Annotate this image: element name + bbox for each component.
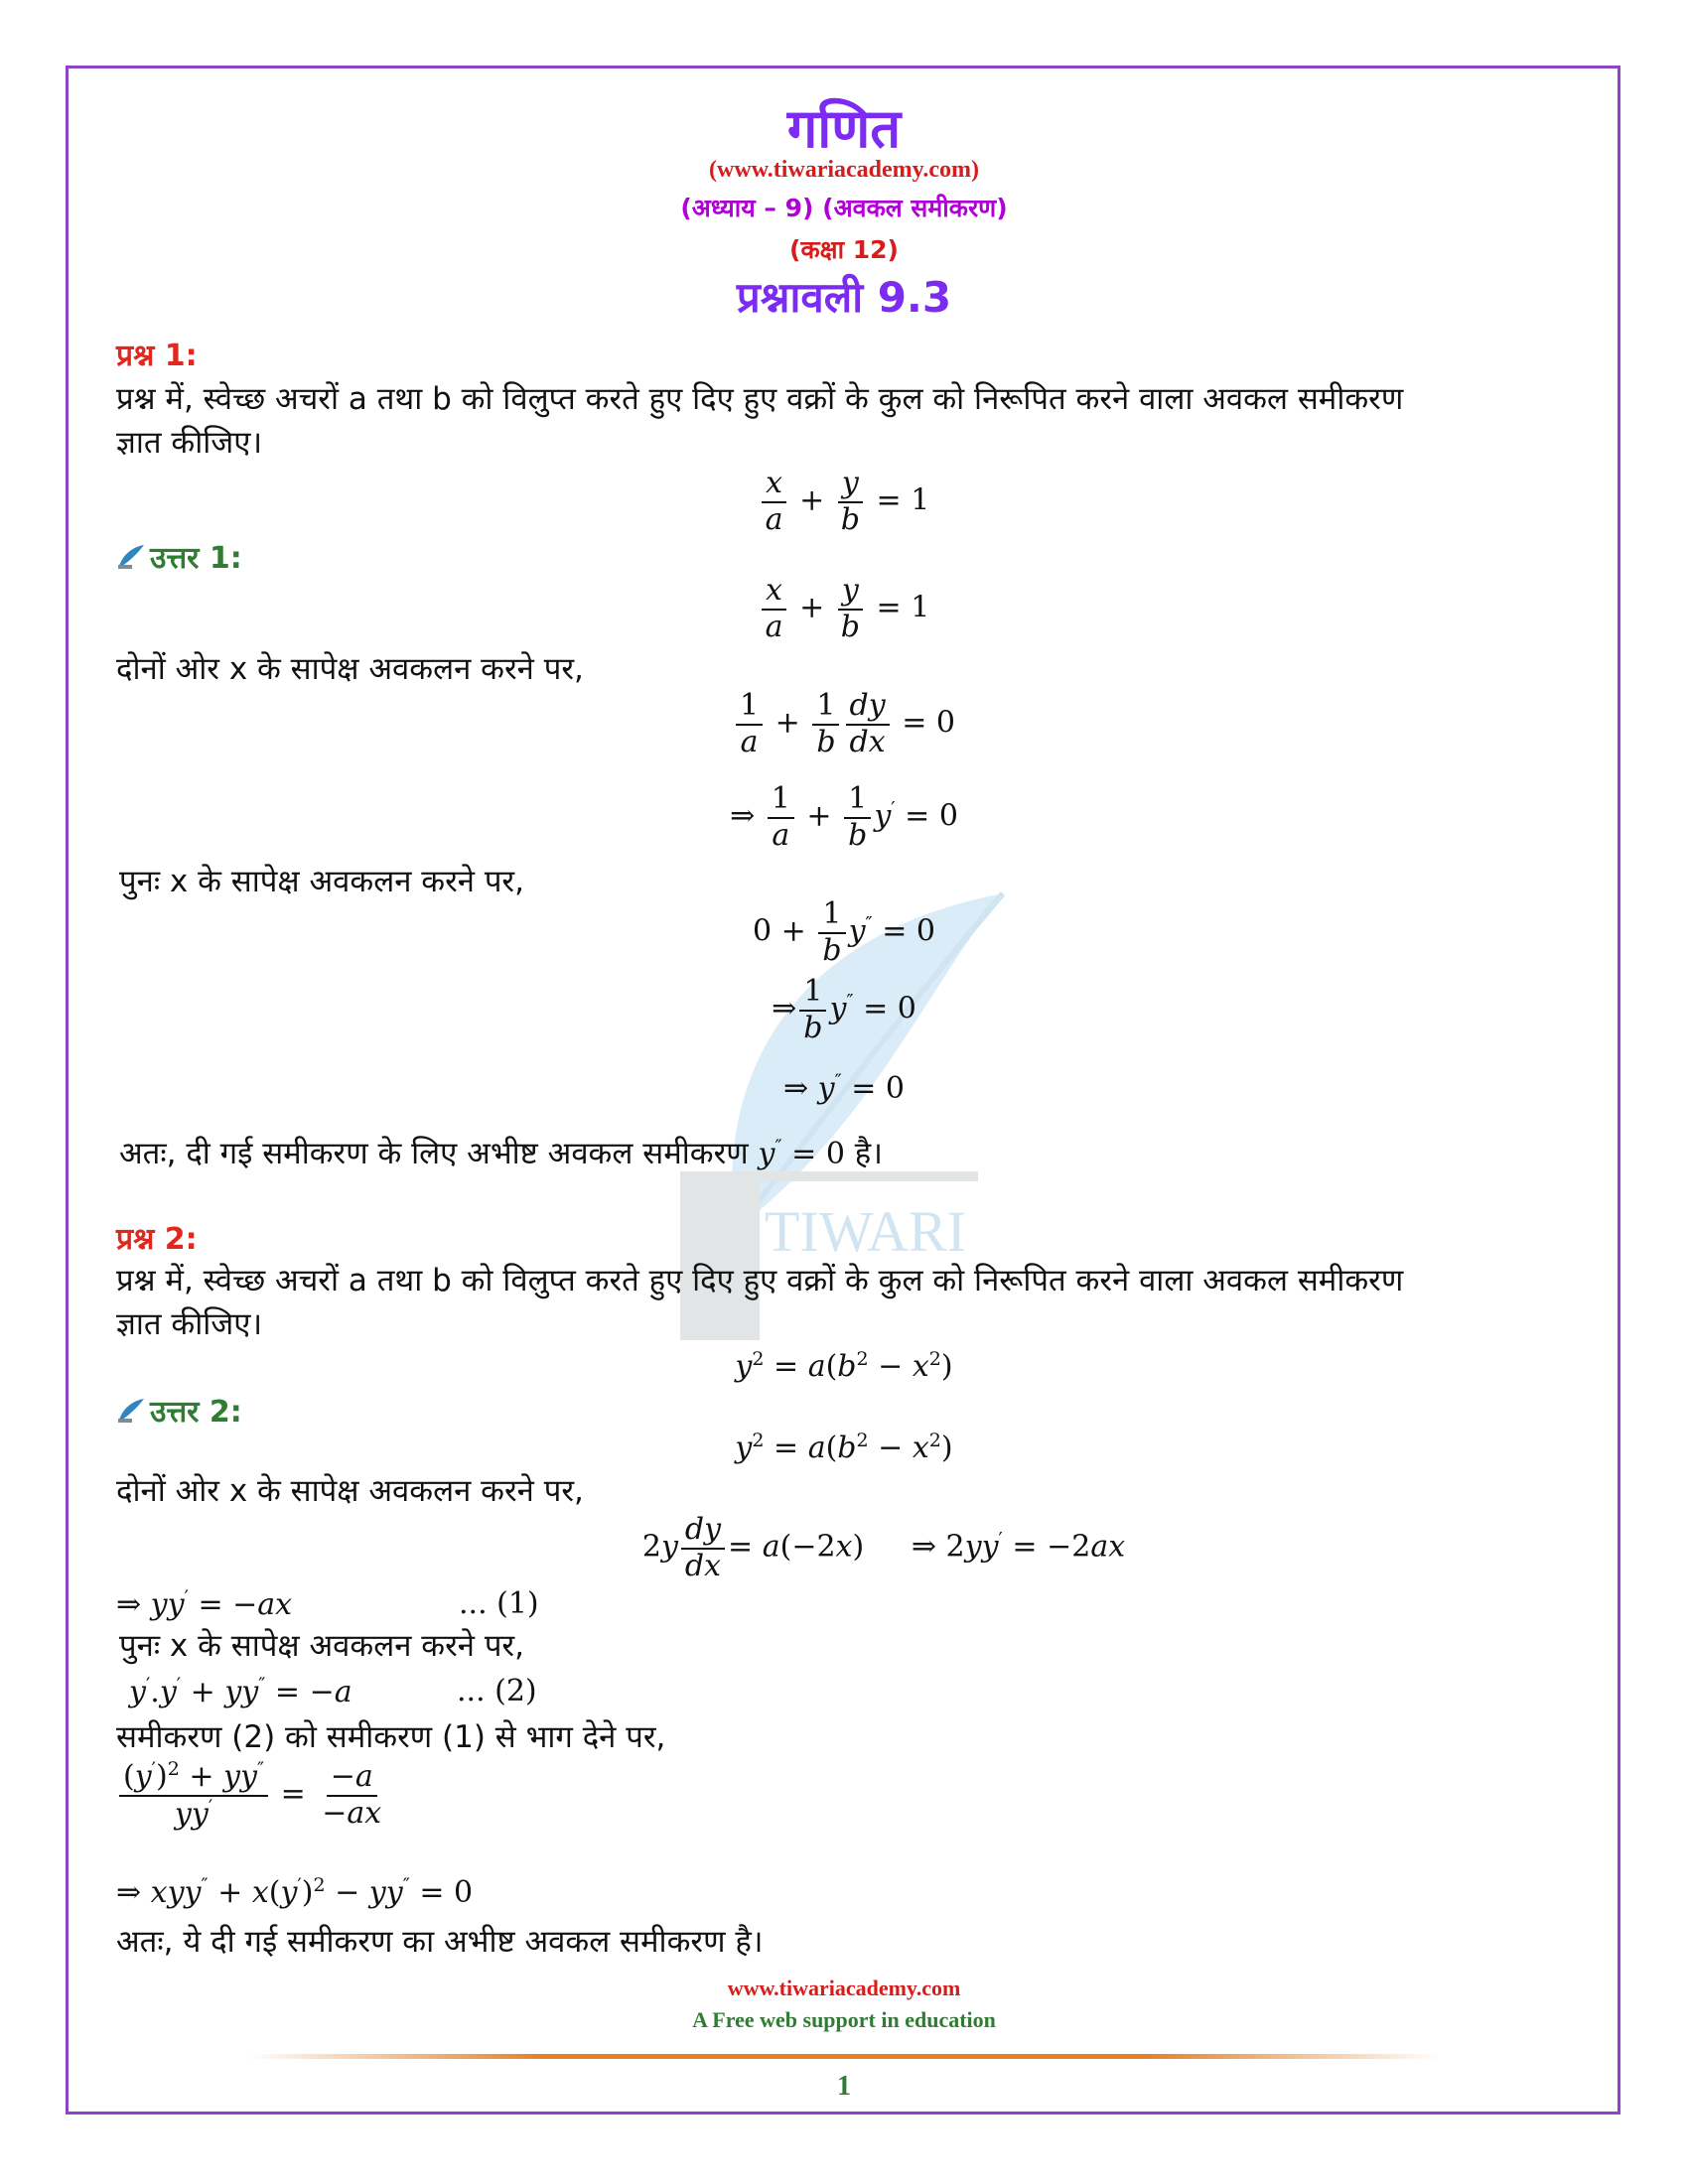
question-2-text-line2: ज्ञात कीजिए।: [116, 1306, 263, 1342]
footer-tagline: A Free web support in education: [692, 2007, 996, 2032]
answer-1-equation-4: 0 + $\frac{1}{b}$ y″ = 0: [753, 896, 935, 968]
answer-1-equation-1: $\frac{x}{a}$ + $\frac{y}{b}$ = 1: [0, 574, 1688, 644]
pen-icon: [116, 1397, 146, 1425]
answer-1-conclusion: अतः, दी गई समीकरण के लिए अभीष्ट अवकल समीकरण y″ = 0 है।: [119, 1136, 883, 1171]
question-2-text-line1: प्रश्न में, स्वेच्छ अचरों a तथा b को विलुप्त करते हुए दिए हुए वक्रों के कुल को निरूपित करने वाला अवकल समीकरण: [116, 1263, 1404, 1298]
answer-2-step-1: दोनों ओर x के सापेक्ष अवकलन करने पर,: [116, 1473, 584, 1509]
answer-1-heading-row: [116, 536, 242, 577]
answer-2-heading: उत्तर 2:: [150, 1395, 242, 1430]
answer-2-equation-3: ⇒ yy′ = −ax ... (1): [116, 1586, 539, 1622]
question-2-heading: प्रश्न 2:: [116, 1222, 198, 1257]
header-website: (www.tiwariacademy.com): [709, 157, 979, 183]
footer-website[interactable]: www.tiwariacademy.com: [727, 1976, 961, 2000]
answer-1-equation-6: ⇒ y″ = 0: [782, 1070, 906, 1106]
class-label: (कक्षा 12): [789, 235, 899, 264]
answer-2-equation-4: y′.y′ + yy″ = −a ... (2): [129, 1674, 537, 1709]
watermark-text: TIWARI: [765, 1199, 966, 1264]
answer-2-equation-6: ⇒ $xyy'' + x(y')^2 - yy'' = 0$: [116, 1874, 474, 1910]
answer-2-step-3: समीकरण (2) को समीकरण (1) से भाग देने पर,: [116, 1719, 666, 1755]
answer-2-equation-5: $\frac{(y')^2 + yy''}{yy'}$ = $\frac{-a}{-ax}$: [116, 1759, 388, 1832]
answer-1-heading: उत्तर 1:: [150, 541, 242, 576]
question-1-equation: $\frac{x}{a}$ + $\frac{y}{b}$ = 1: [0, 467, 1688, 537]
answer-2-equation-1: $y^2 = a(b^2 - x^2)$: [735, 1430, 953, 1465]
answer-2-equation-2: 2y $\frac{dy}{dx}$ = a(−2x) ⇒ 2yy′ = −2ax: [641, 1512, 1126, 1583]
question-1-text-line2: ज्ञात कीजिए।: [116, 425, 263, 461]
answer-1-conclusion-pre: अतः, दी गई समीकरण के लिए अभीष्ट अवकल समीकरण: [119, 1136, 749, 1171]
question-2-equation: $y^2 = a(b^2 - x^2)$: [735, 1348, 953, 1384]
answer-1-equation-2: $\frac{1}{a}$ + $\frac{1}{b}$ $\frac{dy}{dx}$ = 0: [0, 689, 1688, 759]
page-number: 1: [837, 2071, 851, 2102]
answer-1-equation-5: ⇒ $\frac{1}{b}$ y″ = 0: [772, 974, 916, 1045]
answer-1-step-1: दोनों ओर x के सापेक्ष अवकलन करने पर,: [116, 651, 584, 687]
equation-label-1: ... (1): [459, 1586, 539, 1621]
exercise-title: प्रश्नावली 9.3: [736, 273, 952, 322]
footer-divider: [248, 2054, 1440, 2059]
pen-icon: [116, 543, 146, 571]
question-1-text-line1: प्रश्न में, स्वेच्छ अचरों a तथा b को विलुप्त करते हुए दिए हुए वक्रों के कुल को निरूपित करने वाला अवकल समीकरण: [116, 381, 1404, 417]
chapter-title: (अध्याय – 9) (अवकल समीकरण): [680, 194, 1008, 222]
answer-1-equation-3: ⇒ $\frac{1}{a}$ + $\frac{1}{b}$ y′ = 0: [730, 781, 958, 853]
answer-1-step-2: पुनः x के सापेक्ष अवकलन करने पर,: [119, 864, 524, 899]
equation-label-2: ... (2): [457, 1674, 537, 1708]
answer-2-conclusion: अतः, ये दी गई समीकरण का अभीष्ट अवकल समीकरण है।: [116, 1924, 764, 1960]
answer-2-heading-row: [116, 1390, 242, 1431]
answer-1-conclusion-post: है।: [854, 1136, 883, 1171]
subject-title: गणित: [786, 97, 902, 160]
answer-2-step-2: पुनः x के सापेक्ष अवकलन करने पर,: [119, 1628, 524, 1664]
question-1-heading: प्रश्न 1:: [116, 339, 198, 373]
